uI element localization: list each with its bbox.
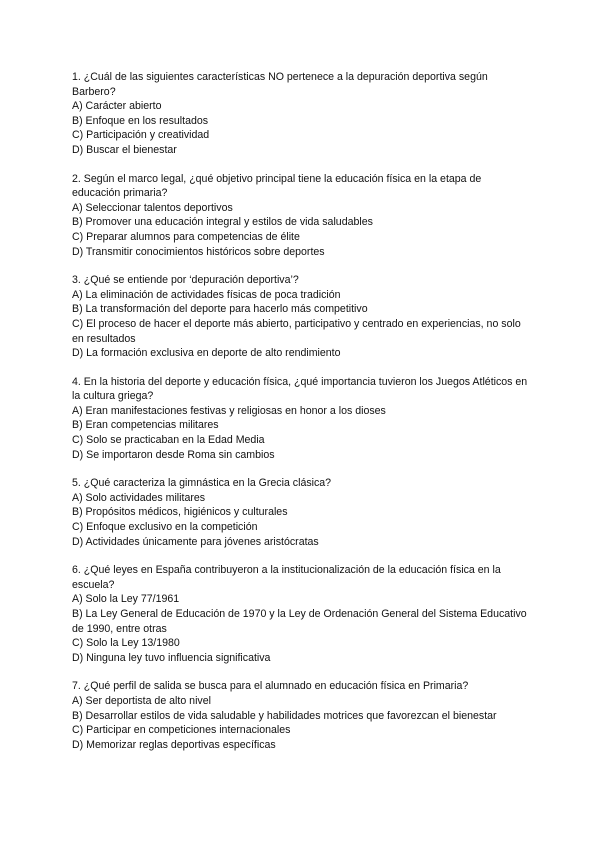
option-d: D) Se importaron desde Roma sin cambios	[72, 448, 275, 461]
question-5	[72, 476, 532, 549]
question-text: 7. ¿Qué perfil de salida se busca para el alumnado en educación física en Primaria?	[72, 680, 469, 693]
option-a: A) La eliminación de actividades físicas de poca tradición	[72, 288, 341, 301]
option-a: A) Solo actividades militares	[72, 491, 206, 504]
question-text: 2. Según el marco legal, ¿qué objetivo principal tiene la educación física en la etapa de educación primaria?	[72, 172, 482, 200]
document-page	[72, 70, 532, 766]
option-a: A) Carácter abierto	[72, 100, 162, 113]
option-a: A) Ser deportista de alto nivel	[72, 694, 211, 707]
option-c: C) Solo se practicaban en la Edad Media	[72, 434, 265, 447]
option-c: C) Enfoque exclusivo en la competición	[72, 521, 258, 534]
question-7	[72, 679, 532, 752]
option-b: B) La Ley General de Educación de 1970 y la Ley de Ordenación General del Sistema Educativo de 1990, entre otras	[72, 608, 527, 635]
option-c: C) Participación y creatividad	[72, 129, 210, 142]
question-text: 4. En la historia del deporte y educación física, ¿qué importancia tuvieron los Juegos Atléticos en la cultura griega?	[72, 375, 528, 403]
option-d: D) Memorizar reglas deportivas específicas	[72, 738, 276, 751]
option-a: A) Solo la Ley 77/1961	[72, 593, 180, 606]
option-b: B) Enfoque en los resultados	[72, 114, 209, 127]
option-a: A) Eran manifestaciones festivas y religiosas en honor a los dioses	[72, 404, 386, 417]
option-d: D) La formación exclusiva en deporte de alto rendimiento	[72, 347, 341, 360]
option-b: B) Promover una educación integral y estilos de vida saludables	[72, 216, 373, 229]
option-a: A) Seleccionar talentos deportivos	[72, 201, 233, 214]
option-c: C) Preparar alumnos para competencias de élite	[72, 230, 300, 243]
option-c: C) Solo la Ley 13/1980	[72, 637, 180, 650]
question-text: 6. ¿Qué leyes en España contribuyeron a la institucionalización de la educación física en la escuela?	[72, 564, 501, 591]
option-c: C) El proceso de hacer el deporte más abierto, participativo y centrado en experiencias, no solo en resultados	[72, 317, 521, 345]
option-b: B) Eran competencias militares	[72, 419, 219, 432]
question-3	[72, 273, 532, 361]
option-d: D) Actividades únicamente para jóvenes aristócratas	[72, 535, 319, 548]
question-text: 3. ¿Qué se entiende por ‘depuración deportiva’?	[72, 274, 299, 287]
option-c: C) Participar en competiciones internacionales	[72, 724, 291, 737]
option-b: B) Desarrollar estilos de vida saludable y habilidades motrices que favorezcan el bienestar	[72, 709, 497, 722]
option-b: B) La transformación del deporte para hacerlo más competitivo	[72, 303, 368, 316]
option-d: D) Ninguna ley tuvo influencia significativa	[72, 651, 271, 664]
question-text: 5. ¿Qué caracteriza la gimnástica en la Grecia clásica?	[72, 477, 332, 490]
question-text: 1. ¿Cuál de las siguientes características NO pertenece a la depuración deportiva según Barbero?	[72, 71, 488, 98]
option-b: B) Propósitos médicos, higiénicos y culturales	[72, 506, 288, 519]
question-6	[72, 563, 532, 665]
option-d: D) Transmitir conocimientos históricos sobre deportes	[72, 245, 325, 258]
option-d: D) Buscar el bienestar	[72, 143, 177, 156]
question-2	[72, 172, 532, 260]
question-1	[72, 70, 532, 158]
question-4	[72, 375, 532, 463]
